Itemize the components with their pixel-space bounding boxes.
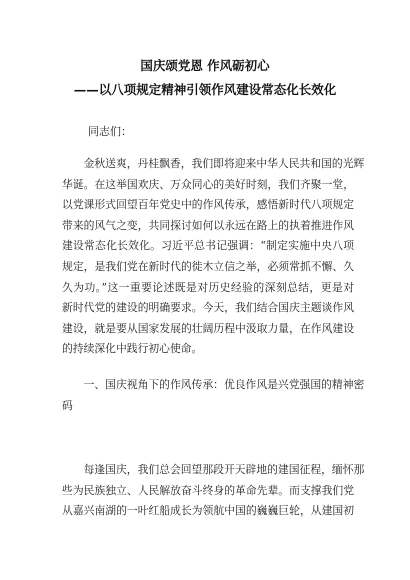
section-heading-1 [62,375,365,416]
paragraph-line: 些为民族独立、人民解放奋斗终身的革命先辈。而支撑我们党 [62,483,354,497]
heading-line: 码 [62,398,73,412]
paragraph-line: 规定，是我们党在新时代的徙木立信之举，必须常抓不懈、久 [62,259,354,273]
paragraph-line: 华诞。在这举国欢庆、万众同心的美好时刻，我们齐聚一堂， [62,177,354,191]
paragraph-line: 金秋送爽，丹桂飘香，我们即将迎来中华人民共和国的光辉 [62,157,365,170]
paragraph-line: 每逢国庆，我们总会回望那段开天辟地的建国征程，缅怀那 [62,463,365,476]
title-block [0,54,410,102]
paragraph-line: 建设，就是要从国家发展的壮阔历程中汲取力量，在作风建设 [62,321,354,335]
paragraph-section-1 [62,460,365,522]
salutation: 同志们： [88,125,132,138]
paragraph-line: 建设常态化长效化。习近平总书记强调：“制定实施中央八项 [62,239,354,253]
paragraph-line: 带来的风气之变，共同探讨如何以永远在路上的执着推进作风 [62,218,354,232]
paragraph-intro [62,154,365,360]
paragraph-line: 久为功。”这一重要论述既是对历史经验的深刻总结，更是对 [62,280,354,294]
paragraph-line: 以党课形式回望百年党史中的作风传承，感悟新时代八项规定 [62,198,354,212]
document-title: 国庆颂党恩 作风砺初心 [140,58,270,73]
paragraph-line: 新时代党的建设的明确要求。今天，我们结合国庆主题谈作风 [62,301,354,315]
paragraph-line: 的持续深化中践行初心使命。 [62,342,203,356]
document-subtitle: ——以八项规定精神引领作风建设常态化长效化 [73,82,337,97]
paragraph-line: 从嘉兴南湖的一叶红船成长为领航中国的巍巍巨轮，从建国初 [62,504,354,518]
heading-line: 一、国庆视角下的作风传承：优良作风是兴党强国的精神密 [62,378,365,391]
